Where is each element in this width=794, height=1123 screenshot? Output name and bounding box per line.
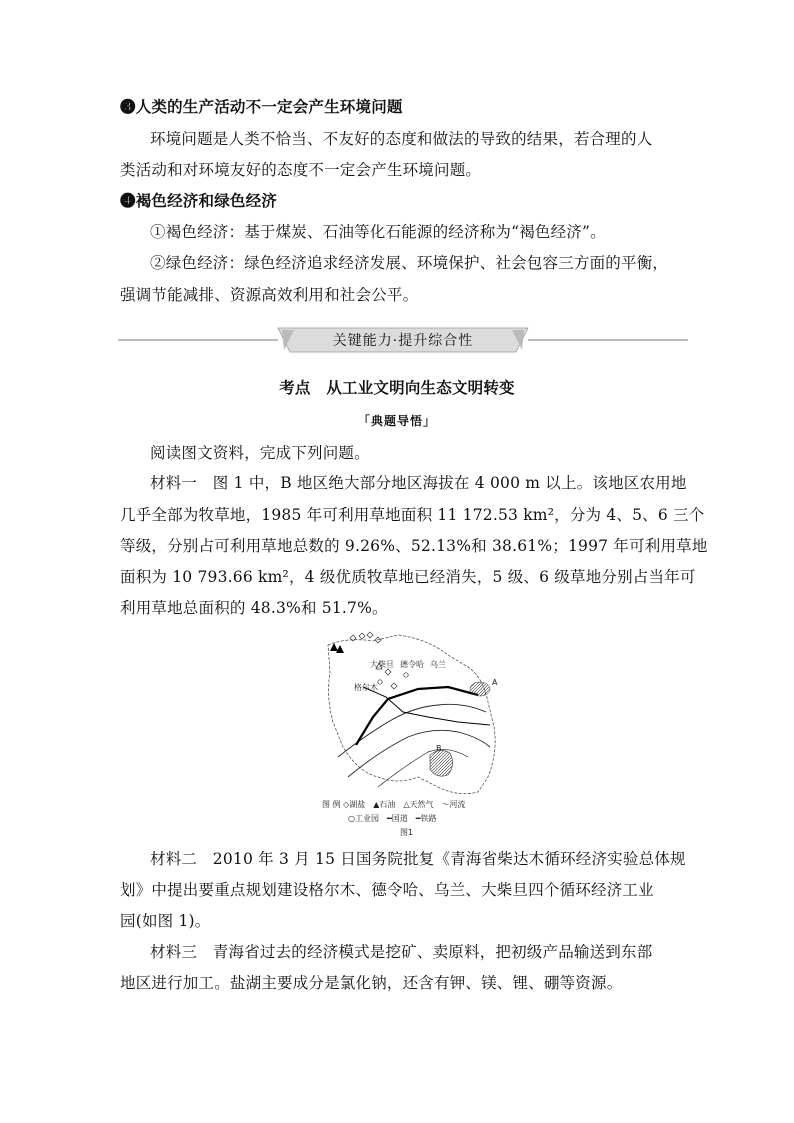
paragraph-line: 强调节能减排、资源高效利用和社会公平。 xyxy=(120,286,419,304)
industrial-park-marker xyxy=(404,673,408,677)
section-heading-3: ❸人类的生产活动不一定会产生环境问题 xyxy=(120,97,403,116)
oil-marker xyxy=(330,643,338,651)
industrial-park-marker xyxy=(378,680,382,684)
map-legend-row2: ○工业园 ━国道 ━铁路 xyxy=(348,814,437,823)
material1-line: 面积为 10 793.66 km²，4 级优质牧草地已经消失，5 级、6 级草地分别占当年可 xyxy=(120,568,696,586)
label-wulan: 乌兰 xyxy=(430,660,446,669)
section-banner xyxy=(118,326,688,354)
area-b xyxy=(430,750,453,776)
area-a xyxy=(470,682,490,696)
oil-marker xyxy=(336,645,344,653)
section-heading-4: ❹褐色经济和绿色经济 xyxy=(120,191,278,210)
figure1-map xyxy=(318,627,504,839)
intro-line: 阅读图文资料，完成下列问题。 xyxy=(150,444,370,462)
paragraph-line: ①褐色经济：基于煤炭、石油等化石能源的经济称为“褐色经济”。 xyxy=(150,223,606,241)
label-geermu: 格尔木 xyxy=(354,683,378,692)
subtitle: 「典题导悟」 xyxy=(357,414,436,428)
label-a: A xyxy=(492,678,498,687)
paragraph-line: 类活动和对环境友好的态度不一定会产生环境问题。 xyxy=(120,161,482,179)
label-dachaidan: 大柴旦 xyxy=(370,660,394,669)
railway-line xyxy=(356,687,478,745)
material1-line: 利用草地总面积的 48.3%和 51.7%。 xyxy=(120,599,388,617)
banner-title: 关键能力·提升综合性 xyxy=(332,333,474,349)
label-delingha: 德令哈 xyxy=(400,660,424,669)
paragraph-line: 环境问题是人类不恰当、不友好的态度和做法的导致的结果，若合理的人 xyxy=(150,130,653,148)
material1-line: 等级，分别占可利用草地总数的 9.26%、52.13%和 38.61%；1997 年可利用草地 xyxy=(120,537,708,555)
map-legend-row1: 图 例 ◇湖盐 ▲石油 △天然气 〜河流 xyxy=(322,800,466,809)
material2-line: 材料二 2010 年 3 月 15 日国务院批复《青海省柴达木循环经济实验总体规 xyxy=(150,850,686,868)
label-b: B xyxy=(436,744,442,753)
material2-line: 园(如图 1)。 xyxy=(120,912,211,930)
paragraph-line: ②绿色经济：绿色经济追求经济发展、环境保护、社会包容三方面的平衡， xyxy=(150,254,669,272)
material1-line: 材料一 图 1 中，B 地区绝大部分地区海拔在 4 000 m 以上。该地区农用地 xyxy=(150,474,687,492)
material3-line: 地区进行加工。盐湖主要成分是氯化钠，还含有钾、镁、锂、硼等资源。 xyxy=(120,974,623,992)
material3-line: 材料三 青海省过去的经济模式是挖矿、卖原料，把初级产品输送到东部 xyxy=(150,943,653,961)
map-caption: 图1 xyxy=(400,828,414,837)
material2-line: 划》中提出要重点规划建设格尔木、德令哈、乌兰、大柴旦四个循环经济工业 xyxy=(120,881,654,899)
river xyxy=(338,704,486,757)
topic-title: 考点 从工业文明向生态文明转变 xyxy=(279,378,515,397)
river xyxy=(378,749,468,787)
material1-line: 几乎全部为牧草地，1985 年可利用草地面积 11 172.53 km²，分为 4、5、6 三个 xyxy=(120,506,705,524)
region-border xyxy=(328,635,495,794)
river xyxy=(348,730,490,777)
